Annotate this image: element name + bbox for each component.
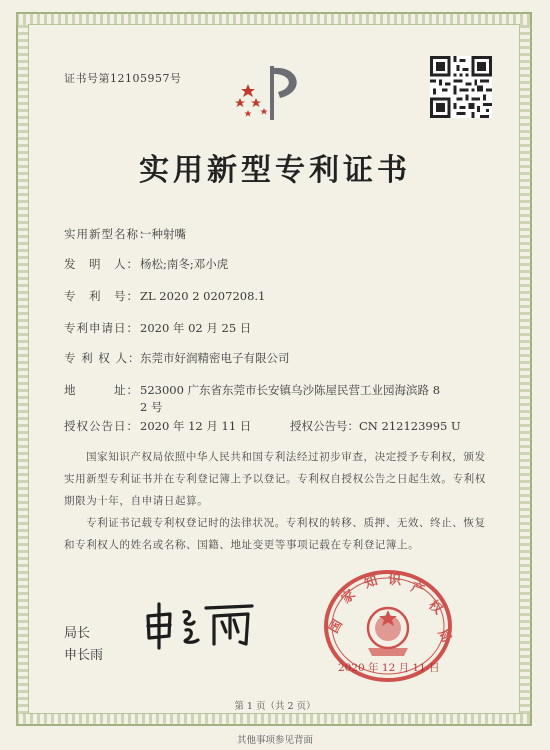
field-value: 杨松;南冬;邓小虎 [140, 257, 229, 271]
ornament-bottom [16, 713, 532, 725]
body-paragraph-1: 国家知识产权局依照中华人民共和国专利法经过初步审查，决定授予专利权，颁发实用新型专利证书并在专利登记簿上予以登记。专利权自授权公告之日起生效。专利权期限为十年，自申请日起算。 [64, 451, 486, 507]
field-value: 523000 广东省东莞市长安镇乌沙陈屋民营工业园海滨路 8 [140, 383, 441, 397]
ornament-right [520, 24, 532, 714]
field-label: 专利申请日： [64, 321, 139, 335]
page-number: 第 1 页（共 2 页） [234, 701, 316, 712]
cnipa-logo-icon [226, 62, 316, 122]
field-utility-model-name [64, 226, 186, 242]
field-label: 专 利 权 人： [64, 351, 141, 365]
field-value: 一种射嘴 [140, 227, 186, 241]
field-patentee [64, 350, 290, 366]
field-grant-number [290, 418, 461, 434]
svg-text:识: 识 [387, 573, 402, 589]
svg-text:权: 权 [425, 597, 446, 618]
director-name: 申长雨 [64, 648, 104, 663]
field-value: 东莞市好润精密电子有限公司 [140, 351, 290, 365]
qr-code-icon [430, 56, 492, 118]
field-patent-number [64, 288, 265, 304]
field-value: ZL 2020 2 0207208.1 [140, 289, 266, 303]
svg-text:国: 国 [326, 617, 346, 636]
document-title: 实用新型专利证书 [139, 153, 411, 188]
field-label: 地 址： [64, 383, 139, 397]
handwritten-signature [140, 598, 260, 650]
ornament-left [17, 24, 29, 714]
field-label: 专 利 号： [64, 289, 139, 303]
field-inventor [64, 256, 228, 272]
field-value: 2020 年 12 月 11 日 [140, 419, 252, 433]
field-grant-date [64, 418, 251, 434]
field-address [64, 382, 440, 398]
footer-note: 其他事项参见背面 [236, 735, 313, 746]
field-value: CN 212123995 U [359, 419, 461, 433]
field-label: 实用新型名称： [64, 227, 152, 241]
director-title: 局长 [64, 626, 91, 641]
field-value: 2020 年 02 月 25 日 [140, 321, 252, 335]
field-address-line2: 2 号 [140, 400, 163, 414]
field-label: 授权公告号： [290, 419, 359, 433]
svg-text:知: 知 [362, 573, 380, 592]
ornament-top [16, 13, 532, 25]
field-application-date [64, 320, 251, 336]
svg-text:局: 局 [434, 626, 454, 646]
certificate-number: 证书号第12105957号 [64, 72, 182, 85]
seal-date: 2020 年 12 月 11 日 [338, 662, 440, 674]
body-paragraph-2: 专利证书记载专利权登记时的法律状况。专利权的转移、质押、无效、终止、恢复和专利权人的姓名或名称、国籍、地址变更等事项记载在专利登记簿上。 [64, 517, 486, 551]
field-label: 授权公告日： [64, 419, 139, 433]
svg-text:家: 家 [338, 587, 359, 608]
field-label: 发 明 人： [64, 257, 139, 271]
svg-text:产: 产 [408, 579, 427, 599]
